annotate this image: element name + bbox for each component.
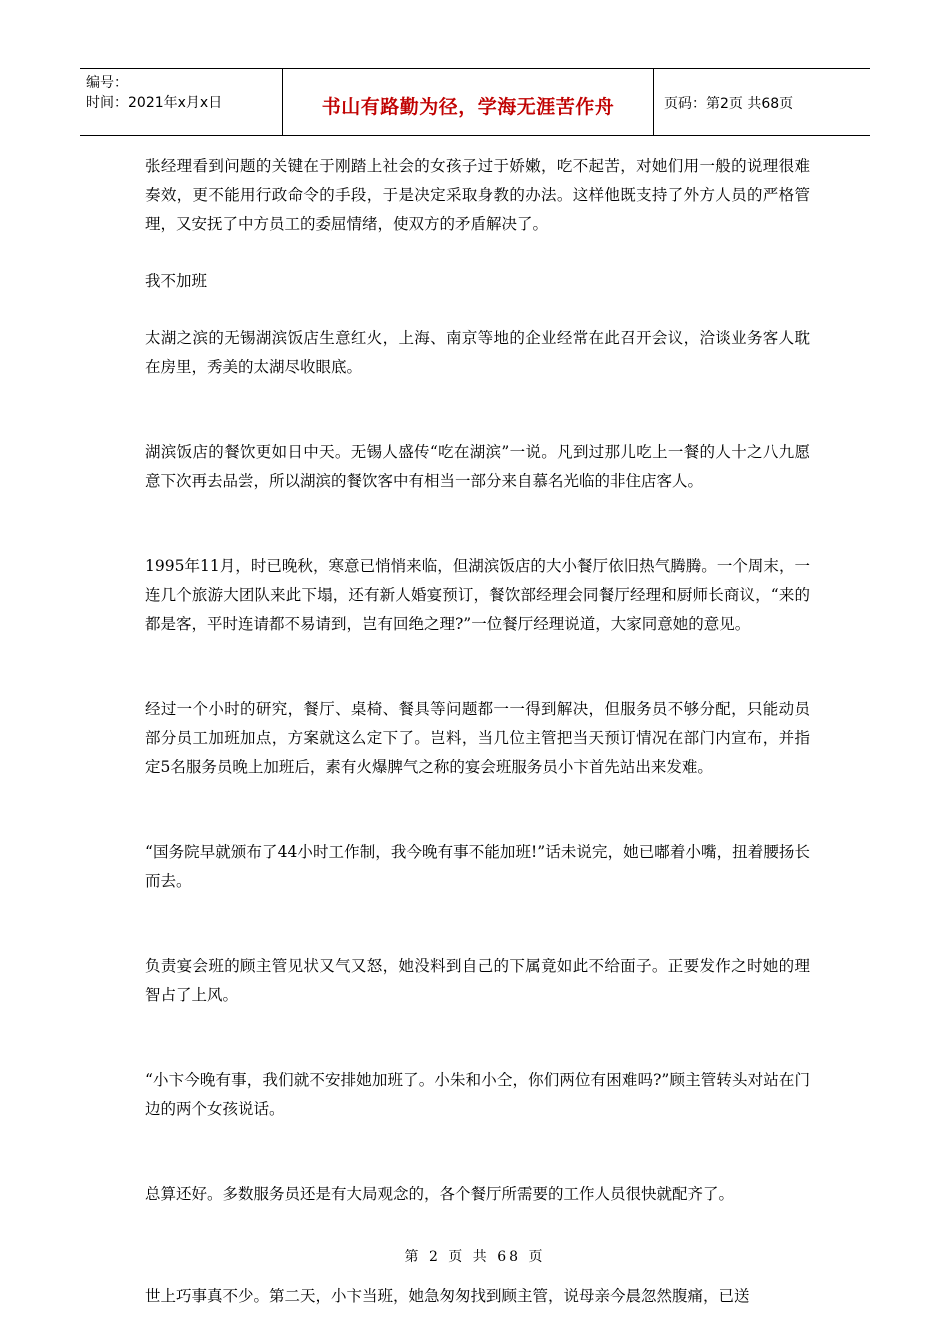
body-paragraph: 太湖之滨的无锡湖滨饭店生意红火，上海、南京等地的企业经常在此召开会议，洽谈业务客人耽在房里，秀美的太湖尽收眼底。 (145, 329, 810, 376)
body-paragraph: 负责宴会班的顾主管见状又气又怒，她没料到自己的下属竟如此不给面子。正要发作之时她的理智占了上风。 (145, 957, 810, 1004)
body-paragraph: 张经理看到问题的关键在于刚踏上社会的女孩子过于娇嫩，吃不起苦，对她们用一般的说理很难奏效，更不能用行政命令的手段，于是决定采取身教的办法。这样他既支持了外方人员的严格管理，又安抚了中方员工的委屈情绪，使双方的矛盾解决了。 (145, 157, 810, 233)
header-page-info: 页码：第2页 共68页 (664, 96, 794, 112)
body-paragraph: 1995年11月，时已晚秋，寒意已悄悄来临，但湖滨饭店的大小餐厅依旧热气腾腾。一个周末，一连几个旅游大团队来此下塌，还有新人婚宴预订，餐饮部经理会同餐厅经理和厨师长商议，“来的都是客，平时连请都不易请到，岂有回绝之理?”一位餐厅经理说道，大家同意她的意见。 (145, 557, 810, 633)
header-motto-cell (282, 69, 654, 135)
body-paragraph: 经过一个小时的研究，餐厅、桌椅、餐具等问题都一一得到解决，但服务员不够分配，只能动员部分员工加班加点，方案就这么定下了。岂料，当几位主管把当天预订情况在部门内宣布，并指定5名服务员晚上加班后，素有火爆脾气之称的宴会班服务员小卞首先站出来发难。 (145, 700, 810, 776)
header-motto: 书山有路勤为径，学海无涯苦作舟 (321, 95, 615, 118)
header-meta-cell (80, 69, 282, 135)
body-paragraph: “小卞今晚有事，我们就不安排她加班了。小朱和小仝，你们两位有困难吗?”顾主管转头对站在门边的两个女孩说话。 (145, 1071, 810, 1118)
footer-page-number: 第 2 页 共 68 页 (404, 1249, 546, 1265)
page-footer (0, 1246, 950, 1266)
body-paragraph: 总算还好。多数服务员还是有大局观念的，各个餐厅所需要的工作人员很快就配齐了。 (145, 1185, 735, 1203)
document-body (145, 152, 810, 1311)
section-heading: 我不加班 (145, 272, 208, 290)
document-number-label: 编号： (86, 75, 128, 91)
body-paragraph: “国务院早就颁布了44小时工作制，我今晚有事不能加班!”话未说完，她已嘟着小嘴，扭着腰扬长而去。 (145, 843, 810, 890)
page-header (80, 68, 870, 136)
body-paragraph: 湖滨饭店的餐饮更如日中天。无锡人盛传“吃在湖滨”一说。凡到过那儿吃上一餐的人十之八九愿意下次再去品尝，所以湖滨的餐饮客中有相当一部分来自慕名光临的非住店客人。 (145, 443, 810, 490)
body-paragraph: 世上巧事真不少。第二天，小卞当班，她急匆匆找到顾主管，说母亲今晨忽然腹痛，已送 (145, 1287, 750, 1305)
header-page-cell (654, 69, 870, 135)
document-date: 时间：2021年x月x日 (86, 95, 223, 111)
